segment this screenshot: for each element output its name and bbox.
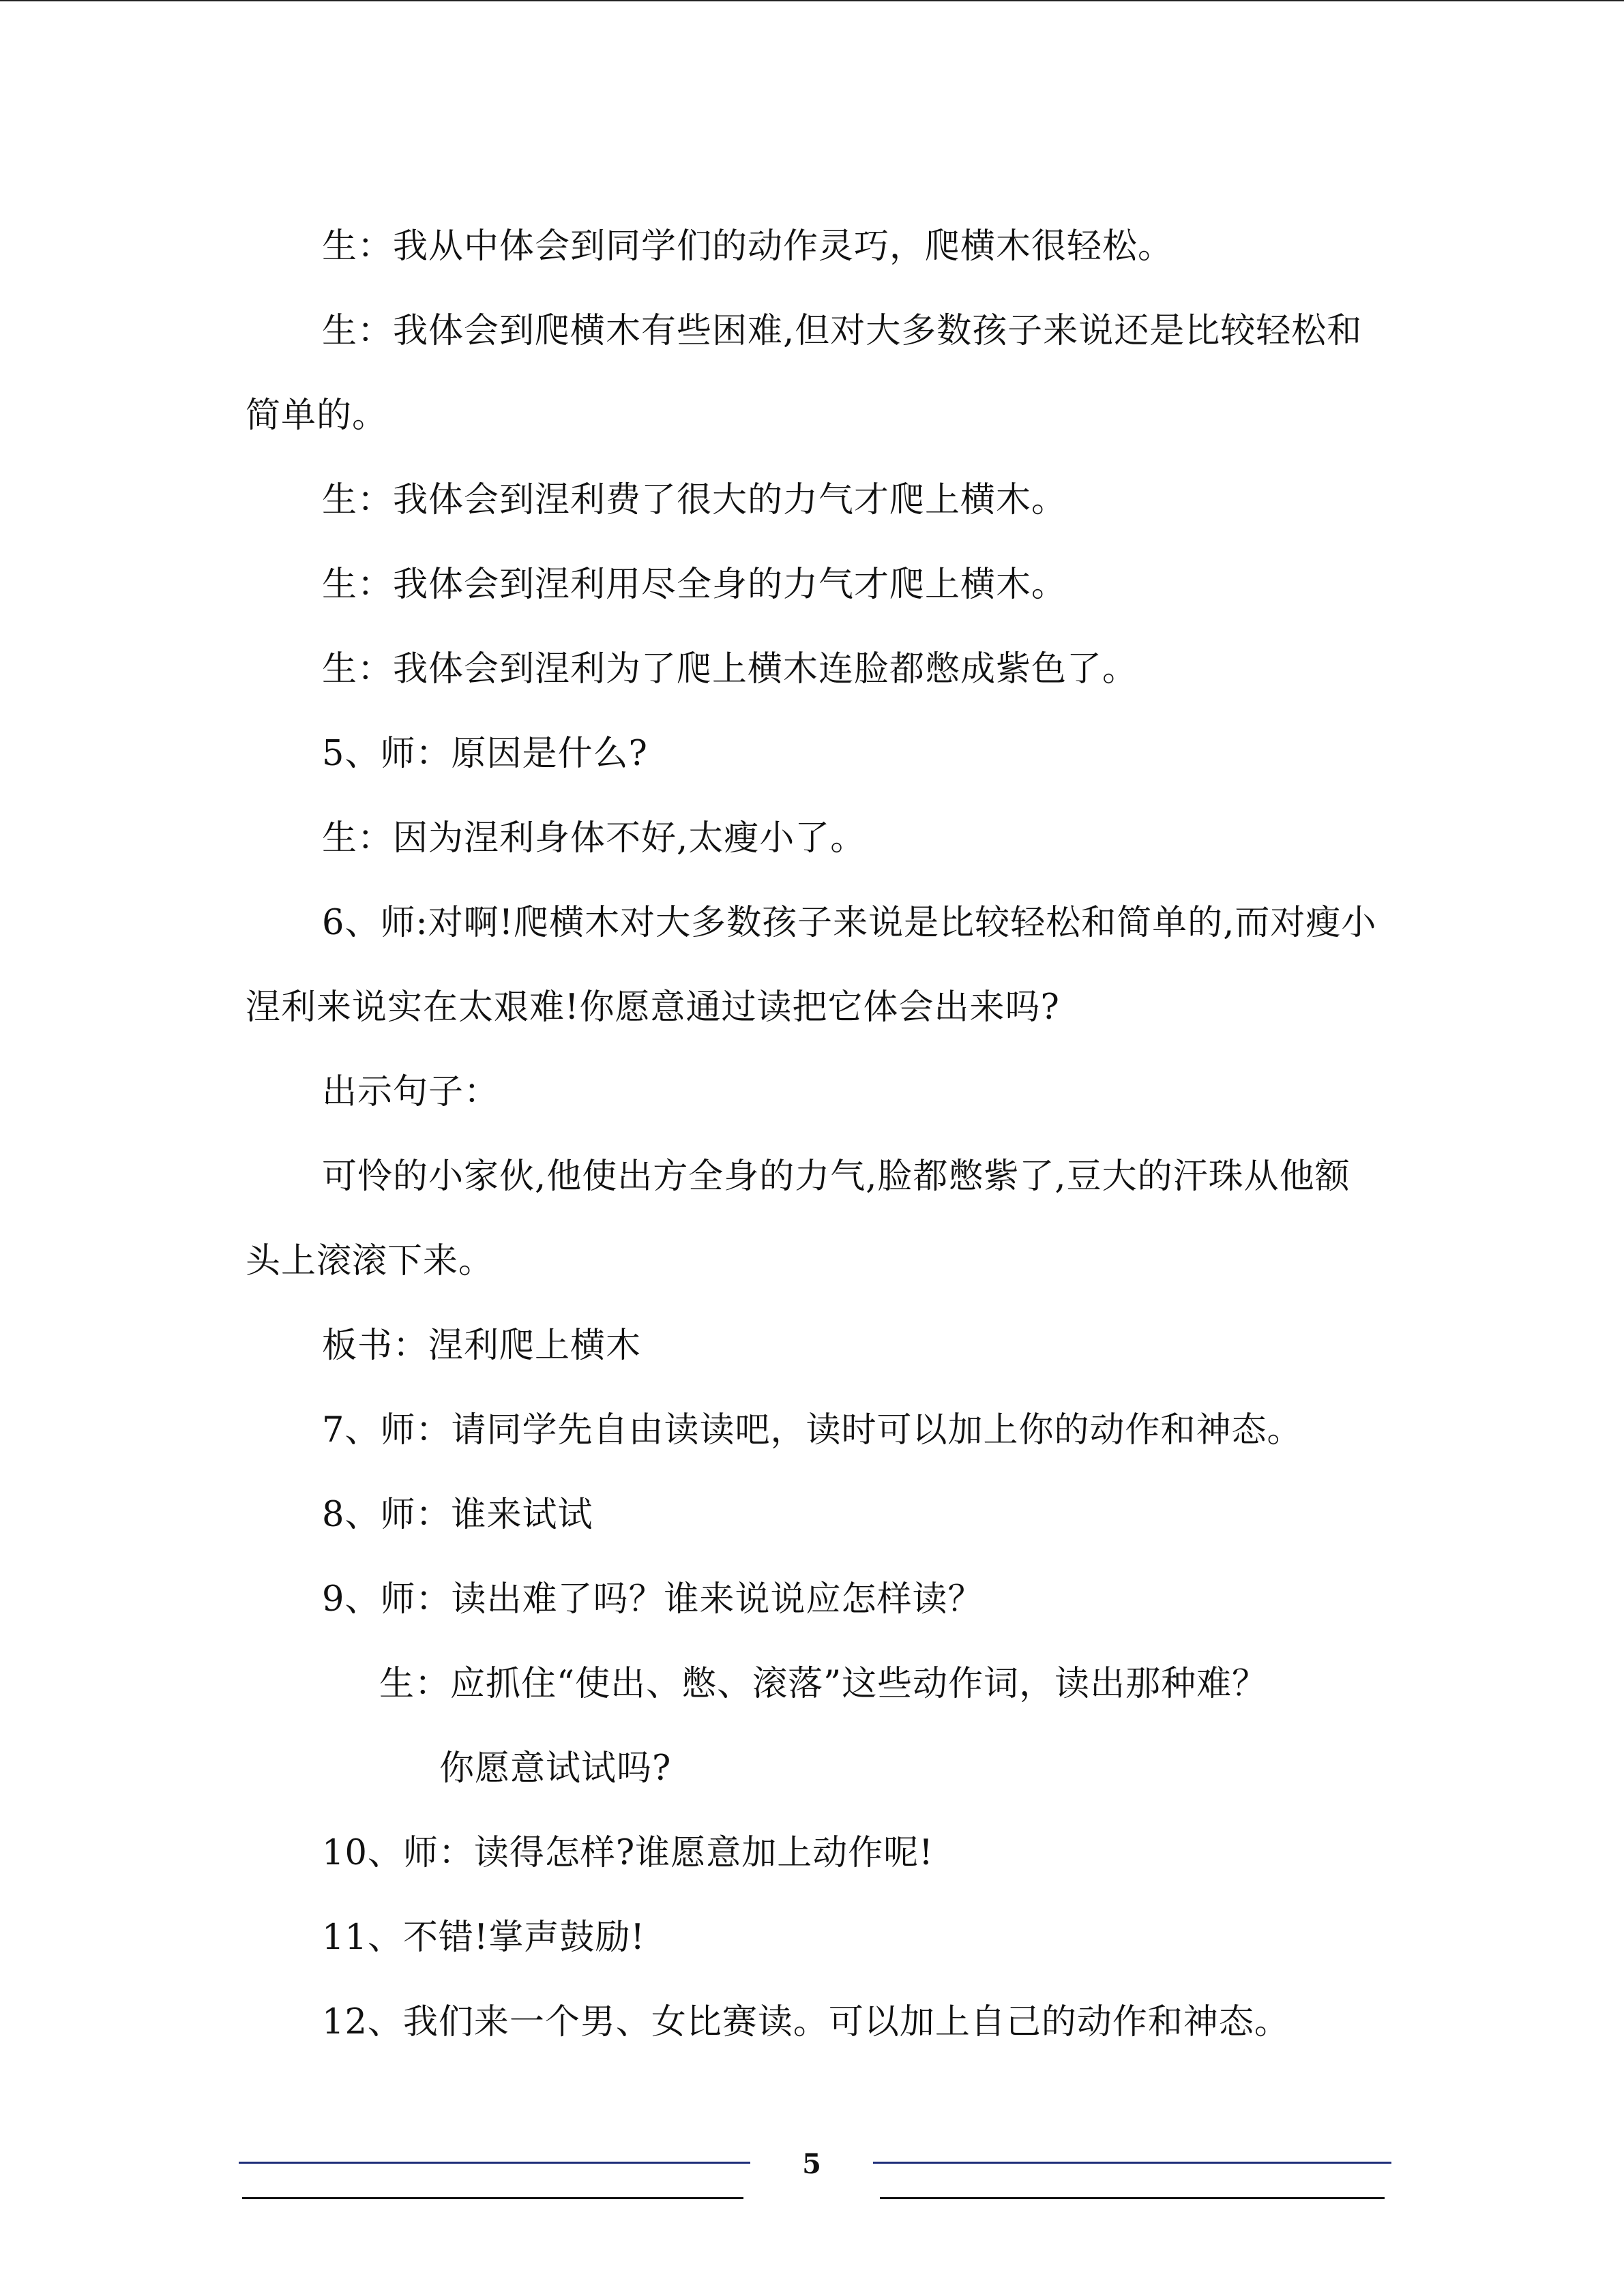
page-top-border [0, 0, 1624, 4]
paragraph-18: 11、不错!掌声鼓励! [322, 1918, 645, 1958]
paragraph-11: 板书：涅利爬上横木 [322, 1326, 642, 1366]
paragraph-3: 生：我体会到涅利费了很大的力气才爬上横木。 [322, 480, 1067, 520]
paragraph-10: 可怜的小家伙,他使出方全身的力气,脸都憋紫了,豆大的汗珠从他额头上滚滚下来。 [246, 1157, 1350, 1281]
paragraph-17: 10、师：读得怎样?谁愿意加上动作呢! [322, 1833, 934, 1873]
paragraph-13: 8、师：谁来试试 [322, 1495, 593, 1535]
paragraph-14: 9、师：读出难了吗？谁来说说应怎样读？ [322, 1579, 984, 1620]
page-number: 5 [802, 2148, 821, 2180]
paragraph-2: 生：我体会到爬横木有些困难,但对大多数孩子来说还是比较轻松和简单的。 [246, 311, 1363, 436]
paragraph-9: 出示句子： [322, 1072, 500, 1112]
paragraph-12: 7、师：请同学先自由读读吧，读时可以加上你的动作和神态。 [322, 1410, 1303, 1450]
footer-rule-left-upper [239, 2162, 750, 2164]
paragraph-15: 生：应抓住“使出、憋、滚落”这些动作词，读出那种难？ [379, 1664, 1268, 1704]
paragraph-8: 6、师:对啊!爬横木对大多数孩子来说是比较轻松和简单的,而对瘦小涅利来说实在太艰难!你愿意通过读把它体会出来吗? [246, 903, 1377, 1028]
footer-rule-left-lower [242, 2197, 743, 2199]
paragraph-6: 5、师：原因是什么? [322, 734, 648, 774]
document-body [246, 205, 1378, 2065]
paragraph-5: 生：我体会到涅利为了爬上横木连脸都憋成紫色了。 [322, 649, 1138, 689]
paragraph-16: 你愿意试试吗? [439, 1748, 672, 1789]
paragraph-7: 生：因为涅利身体不好,太瘦小了。 [322, 818, 866, 859]
page-footer [0, 2148, 1624, 2216]
footer-rule-right-upper [873, 2162, 1391, 2164]
paragraph-19: 12、我们来一个男、女比赛读。可以加上自己的动作和神态。 [322, 2002, 1290, 2042]
paragraph-1: 生：我从中体会到同学们的动作灵巧，爬横木很轻松。 [322, 226, 1174, 267]
footer-rule-right-lower [880, 2197, 1385, 2199]
paragraph-4: 生：我体会到涅利用尽全身的力气才爬上横木。 [322, 565, 1067, 605]
